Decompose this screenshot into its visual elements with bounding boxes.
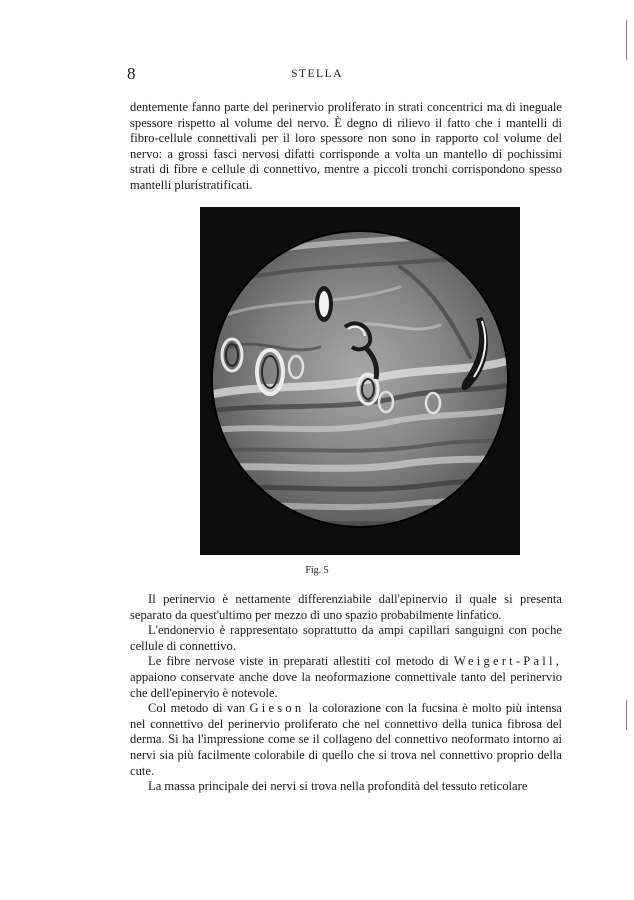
text-run: la colorazione con la fucsina è molto più intensa nel connettivo del perinervio proliferato che nel connettivo della tunica fibrosa del derma. Si ha l'impressione come se il collageno del connettivo neoformato intorno ai nervi sia più facilmente colorabile di quello che si trova nel connettivo proprio della cute. [130, 701, 563, 778]
paragraph-van-gieson [130, 701, 562, 779]
body-text [130, 592, 562, 795]
scan-margin-mark [626, 20, 627, 60]
running-title: STELLA [291, 68, 343, 80]
paragraph-massa-nervi: La massa principale dei nervi si trova nella profondità del tessuto reticolare [148, 779, 528, 794]
paragraph-continuation: dentemente fanno parte del perinervio proliferato in strati concentrici ma di ineguale spessore rispetto al volume del nervo. È degno di rilievo il fatto che i mantelli di fibro-cellule connettivali per il loro spessore non sono in rapporto col volume del nervo: a grossi fasci nervosi difatti corrisponde a volta un mantello di pochissimi strati di fibre e cellule di connettivo, mentre a piccoli tronchi corrispondono spesso mantelli pluristratificati. [130, 100, 562, 192]
method-name-gieson: Gieson [249, 701, 305, 716]
micrograph-image [200, 207, 520, 555]
page-number: 8 [127, 64, 136, 83]
figure-micrograph [200, 207, 520, 555]
scan-margin-mark [626, 700, 627, 730]
paragraph-weigert-pall [130, 654, 562, 701]
paragraph-perinervio: Il perinervio è nettamente differenziabile dall'epinervio il quale si presenta separato da quest'ultimo per mezzo di uno spazio probabilmente linfatico. [130, 592, 562, 622]
figure-caption: Fig. 5 [305, 565, 329, 576]
method-name-weigert-pall: Weigert-Pall, [453, 654, 562, 669]
text-run: appaiono conservate anche dove la neoformazione connettivale tanto del perinervio che dell'epinervio è notevole. [130, 669, 562, 700]
text-run: Le fibre nervose viste in preparati allestiti col metodo di [148, 654, 454, 669]
text-run: Col metodo di van [148, 701, 250, 716]
top-paragraph [130, 100, 562, 194]
paragraph-endonervio: L'endonervio è rappresentato soprattutto da ampi capillari sanguigni con poche cellule di connettivo. [130, 623, 562, 653]
